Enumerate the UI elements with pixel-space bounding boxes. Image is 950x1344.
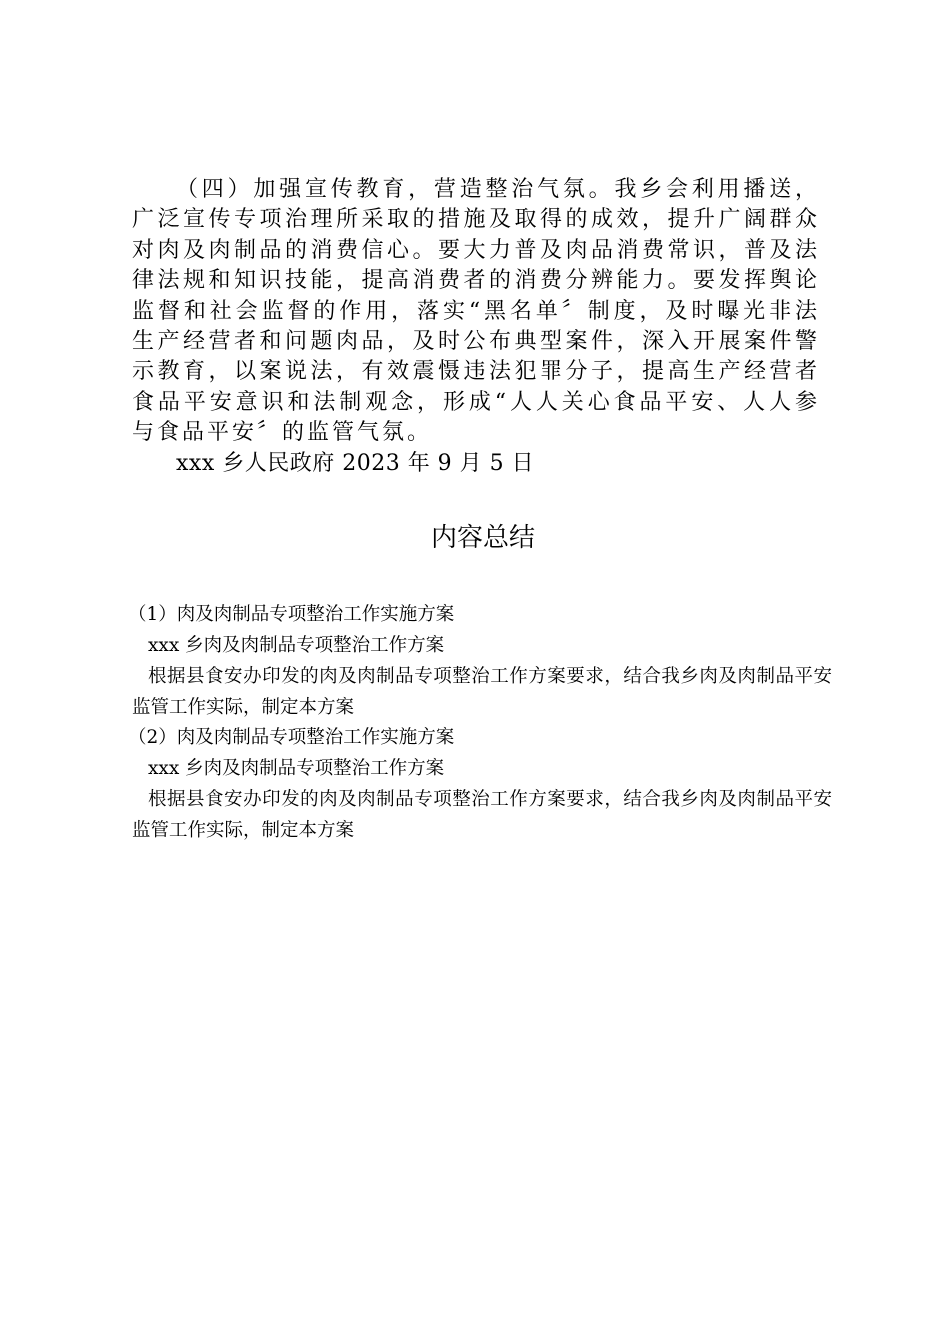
signature-date-line: xxx 乡人民政府 2023 年 9 月 5 日 xyxy=(176,451,535,476)
summary-item-heading: （2）肉及肉制品专项整治工作实施方案 xyxy=(128,727,455,748)
summary-item-heading: （1）肉及肉制品专项整治工作实施方案 xyxy=(128,604,455,625)
summary-item xyxy=(128,722,832,846)
summary-item-body: 根据县食安办印发的肉及肉制品专项整治工作方案要求，结合我乡肉及肉制品平安监管工作实际，制定本方案 xyxy=(132,789,832,841)
publicity-education-paragraph: （四）加强宣传教育，营造整治气氛。我乡会利用播送，广泛宣传专项治理所采取的措施及取得的成效，提升广阔群众对肉及肉制品的消费信心。要大力普及肉品消费常识，普及法律法规和知识技能，提高消费者的消费分辨能力。要发挥舆论监督和社会监督的作用，落实“黑名单〞制度，及时曝光非法生产经营者和问题肉品，及时公布典型案件，深入开展案件警示教育，以案说法，有效震慑违法犯罪分子，提高生产经营者食品平安意识和法制观念，形成“人人关心食品平安、人人参与食品平安〞的监管气氛。 xyxy=(132,177,820,446)
summary-item xyxy=(128,599,832,723)
summary-item-subtitle: xxx 乡肉及肉制品专项整治工作方案 xyxy=(148,635,445,656)
summary-item-subtitle: xxx 乡肉及肉制品专项整治工作方案 xyxy=(148,758,445,779)
summary-item-body: 根据县食安办印发的肉及肉制品专项整治工作方案要求，结合我乡肉及肉制品平安监管工作实际，制定本方案 xyxy=(132,666,832,718)
summary-title: 内容总结 xyxy=(430,523,535,553)
